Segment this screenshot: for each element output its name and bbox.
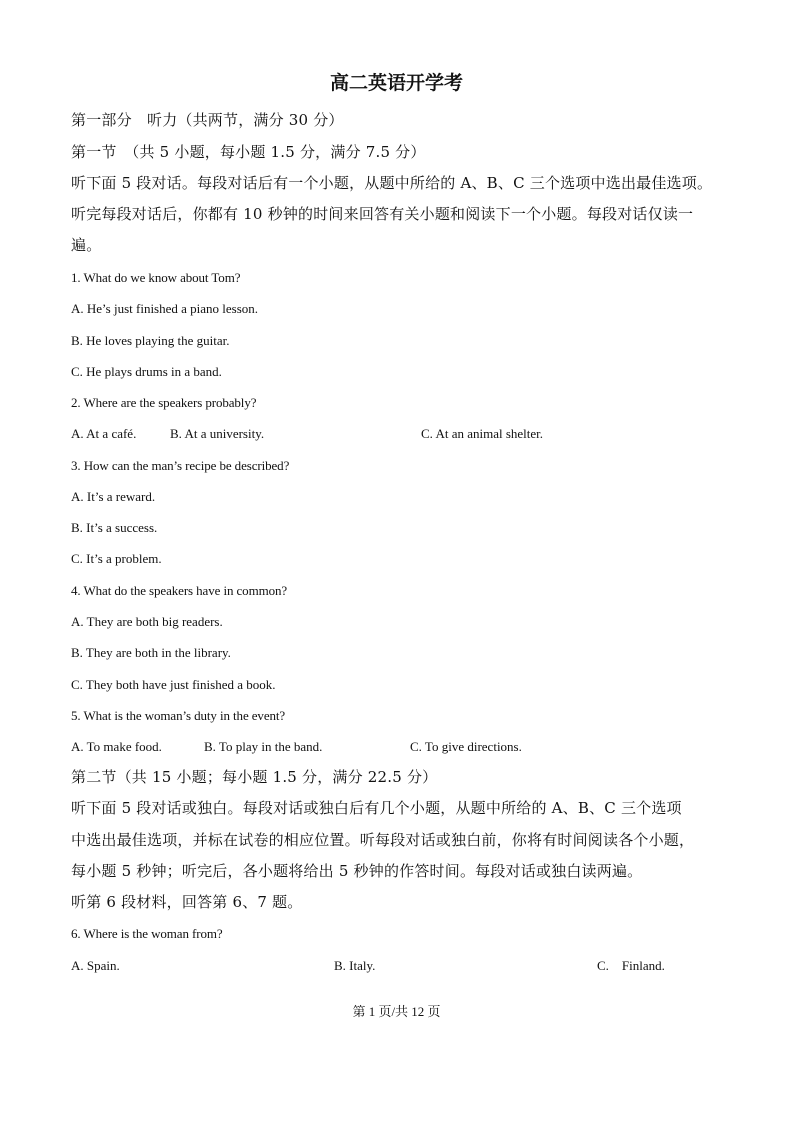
part1-heading: 第一部分 听力（共两节，满分 30 分） [71,111,344,129]
section1-instruction-line: 遍。 [71,236,102,254]
question-stem: 5. What is the woman’s duty in the event? [71,708,286,723]
answer-option: B. He loves playing the guitar. [71,333,230,348]
section2-heading: 第二节（共 15 小题；每小题 1.5 分，满分 22.5 分） [71,768,438,786]
answer-option: A. They are both big readers. [71,614,223,629]
answer-option: C. He plays drums in a band. [71,364,222,379]
answer-option: C. They both have just finished a book. [71,677,276,692]
answer-option: B. To play in the band. [204,739,323,754]
page-title: 高二英语开学考 [329,72,463,94]
question-stem: 1. What do we know about Tom? [71,270,241,285]
question-stem: 4. What do the speakers have in common? [71,583,288,598]
answer-option: C. To give directions. [410,739,522,754]
question-stem: 6. Where is the woman from? [71,926,223,941]
answer-option: A. It’s a reward. [71,489,156,504]
material-note: 听第 6 段材料，回答第 6、7 题。 [71,893,303,911]
question-stem: 2. Where are the speakers probably? [71,395,257,410]
answer-option: B. They are both in the library. [71,645,231,660]
answer-option: C. Finland. [597,958,665,973]
answer-option: C. It’s a problem. [71,551,162,566]
answer-option: A. He’s just finished a piano lesson. [71,301,259,316]
section2-instruction-line: 中选出最佳选项，并标在试卷的相应位置。听每段对话或独白前，你将有时间阅读各个小题， [71,831,695,849]
page-number-footer: 第 1 页/共 12 页 [352,1004,441,1019]
section2-instruction-line: 听下面 5 段对话或独白。每段对话或独白后有几个小题，从题中所给的 A、B、C 三个选项 [71,799,682,817]
answer-option: B. It’s a success. [71,520,158,535]
answer-option: C. At an animal shelter. [421,426,544,441]
answer-option: A. To make food. [71,739,162,754]
answer-option: B. At a university. [170,426,265,441]
answer-option: A. Spain. [71,958,120,973]
answer-option: A. At a café. [71,426,137,441]
section1-instruction-line: 听下面 5 段对话。每段对话后有一个小题，从题中所给的 A、B、C 三个选项中选出最佳选项。 [71,174,713,192]
section1-instruction-line: 听完每段对话后，你都有 10 秒钟的时间来回答有关小题和阅读下一个小题。每段对话仅读一 [71,205,694,223]
section1-heading: 第一节 （共 5 小题，每小题 1.5 分，满分 7.5 分） [71,143,426,161]
question-stem: 3. How can the man’s recipe be described? [71,458,290,473]
section2-instruction-line: 每小题 5 秒钟；听完后，各小题将给出 5 秒钟的作答时间。每段对话或独白读两遍。 [71,862,643,880]
answer-option: B. Italy. [334,958,376,973]
